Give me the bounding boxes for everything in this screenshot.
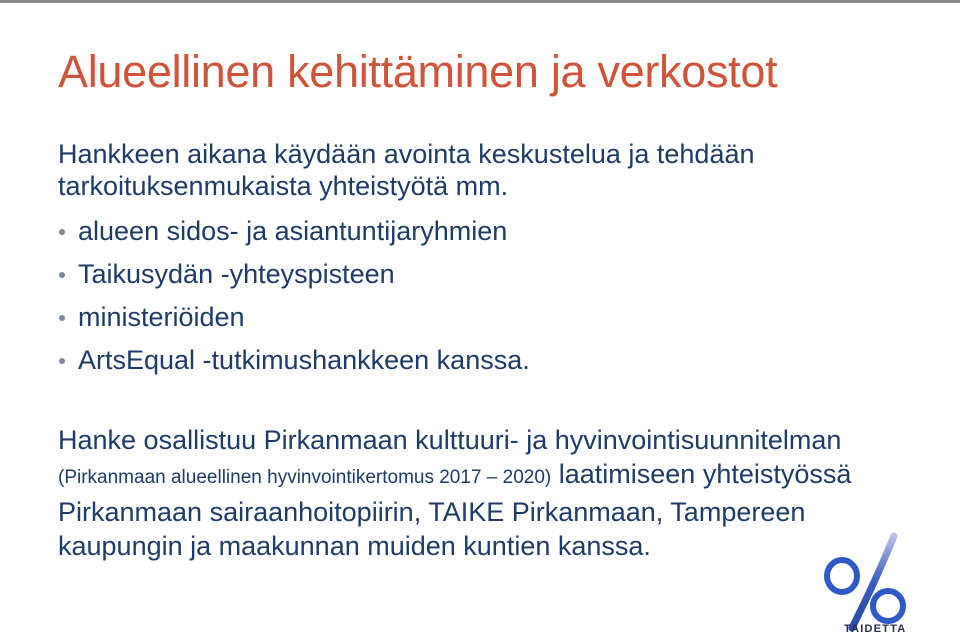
bullet-item: [58, 210, 530, 253]
bullet-dot-icon: [59, 272, 65, 278]
collaboration-paragraph: [58, 423, 908, 563]
paragraph-note: (Pirkanmaan alueellinen hyvinvointikertomus 2017 – 2020): [58, 467, 552, 488]
intro-text: Hankkeen aikana käydään avointa keskustelua ja tehdään tarkoituksenmukaista yhteistyötä mm.: [58, 139, 755, 201]
bullet-item: [58, 253, 530, 296]
bullet-dot-icon: [59, 358, 65, 364]
paragraph-part-1: Hanke osallistuu Pirkanmaan kulttuuri- ja hyvinvointisuunnitelman: [58, 425, 842, 455]
top-rule: [0, 0, 960, 3]
bullet-text: Taikusydän -yhteyspisteen: [78, 259, 395, 289]
bullet-text: alueen sidos- ja asiantuntijaryhmien: [78, 216, 508, 246]
paragraph-part-2: laatimiseen yhteistyössä Pirkanmaan sairaanhoitopiirin, TAIKE Pirkanmaan, Tampereen kaupungin ja maakunnan muiden kuntien kanssa.: [58, 459, 852, 561]
bullet-item: [58, 339, 530, 382]
slide-title: Alueellinen kehittäminen ja verkostot: [58, 46, 778, 97]
bullet-dot-icon: [59, 229, 65, 235]
bullet-list: [58, 210, 530, 382]
bullet-text: ArtsEqual -tutkimushankkeen kanssa.: [78, 345, 530, 375]
bullet-dot-icon: [59, 315, 65, 321]
bullet-text: ministeriöiden: [78, 302, 245, 332]
logo-text: TAIDETTA: [844, 623, 907, 635]
bullet-item: [58, 296, 530, 339]
